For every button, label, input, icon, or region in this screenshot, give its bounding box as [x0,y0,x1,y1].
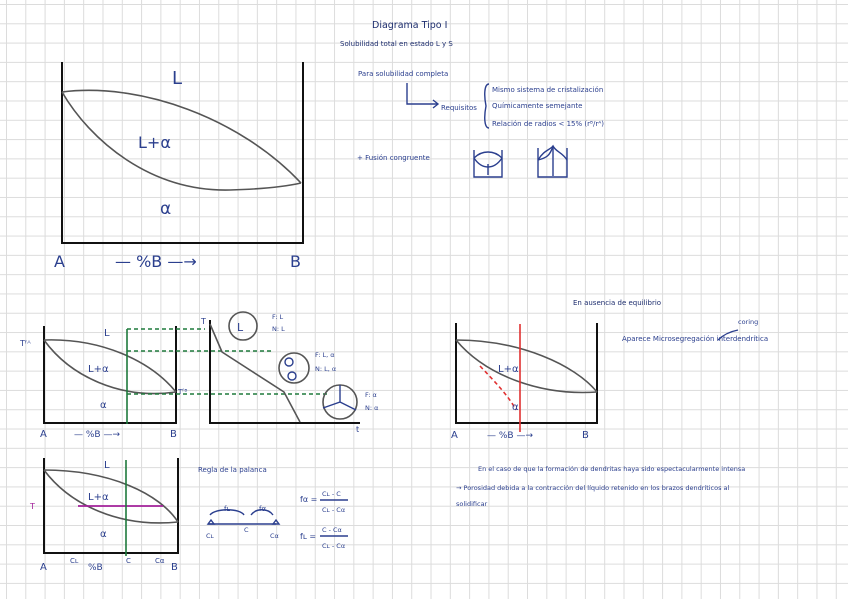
microsegregation-note: Aparece Microsegregación interdendrítica [622,335,769,343]
requirements-brace [485,84,489,128]
complete-solubility-note: Para solubilidad completa [358,70,449,78]
f-l-numerator: C - Cα [322,526,342,534]
microstructure-mixed [279,351,336,383]
lever-temperature-label: T [30,502,35,511]
non-equilibrium-solid-label: α [512,402,519,413]
lever-region-solid: α [100,529,107,540]
cooling-liquidus [44,340,176,392]
solid-nucleus-1 [285,358,293,366]
porosity-note: → Porosidad debida a la contracción del líquido retenido en los brazos dendríticos al [456,484,730,492]
region-mixed-label: L+α [138,133,171,152]
melting-temp-b: Tᶠᴮ [178,388,188,396]
lever-cl-label: Cʟ [70,557,79,565]
region-liquid-label: L [172,68,183,89]
page-title: Diagrama Tipo I [372,20,448,31]
cooling-end-a: A [40,429,47,440]
lever-point-cl: Cʟ [206,532,214,540]
requirement-radius-ratio: Relación de radios < 15% (rᴮ/rᴬ) [492,120,605,128]
f-alpha-numerator: Cʟ - C [322,490,341,498]
solubility-notes [357,70,604,177]
lever-c-label: C [126,557,131,565]
lever-axis-label: %B [88,563,103,573]
lever-end-a: A [40,562,47,573]
end-label-b: B [290,252,301,271]
cooling-end-b: B [170,429,177,440]
requirements-label: Requisitos [441,104,477,112]
lever-segment-fl: fʟ [224,505,231,513]
congruent-sketch-1 [474,150,502,177]
lever-region-mixed: L+α [88,492,109,503]
cooling-region-mixed: L+α [88,364,109,375]
composition-mixed: N: L, α [315,365,337,373]
cooling-curve-line [210,324,300,422]
f-l-denominator: Cʟ - Cα [322,542,346,550]
non-equilibrium-mixed-label: L+α [498,364,519,375]
cooling-solidus [44,340,176,394]
end-label-a: A [54,252,65,271]
dendrite-note: En el caso de que la formación de dendritas haya sido espectacularmente intensa [478,465,746,473]
composition-solid: N: α [365,404,379,412]
microstructure-solid [323,385,378,419]
congruent-sketch-2 [538,146,567,177]
f-l-lhs: fʟ = [300,532,317,541]
non-equilibrium-end-a: A [451,430,458,441]
cooling-region-solid: α [100,400,107,411]
lever-liquidus [44,470,178,522]
lever-segment-falpha: fα [259,505,267,513]
non-equilibrium-axis: — %B —→ [487,431,533,441]
lever-rule-title: Regla de la palanca [198,466,267,474]
cooling-curve-time-axis: t [356,425,360,434]
non-equilibrium-title: En ausencia de equilibrio [573,299,662,307]
coring-label: coring [738,318,759,326]
non-equilibrium-end-b: B [582,430,589,441]
requirement-chemical-similarity: Químicamente semejante [492,102,583,110]
lever-solidus [44,470,178,523]
lever-point-calpha: Cα [270,532,279,540]
lever-rule-formulas [198,466,348,550]
non-equilibrium-solidus [456,340,597,392]
non-equilibrium-section [451,299,768,508]
congruent-fusion-note: + Fusión congruente [357,154,430,162]
solid-nucleus-2 [288,372,296,380]
region-solid-label: α [160,199,172,219]
f-alpha-lhs: fα = [300,495,318,504]
composition-axis-label: — %B —→ [115,252,197,271]
lever-end-b: B [171,562,178,573]
phases-solid: F: α [365,391,377,399]
phases-mixed: F: L, α [315,351,335,359]
cooling-curve-temp-axis: T [201,317,206,326]
lever-region-liquid: L [104,460,110,471]
main-phase-diagram [54,62,303,271]
f-alpha-denominator: Cʟ - Cα [322,506,346,514]
lever-rule-diagram [29,458,178,573]
page-subtitle: Solubilidad total en estado L y S [340,40,453,48]
melting-temp-a: Tᶠᴬ [20,339,31,348]
porosity-note-continued: solidificar [456,500,488,508]
microstructure-liquid [229,312,285,340]
lever-calpha-label: Cα [155,557,165,565]
composition-liquid: N: L [272,325,285,333]
cooling-curve [200,317,360,434]
microstructure-liquid-label: L [237,321,244,334]
phases-liquid: F: L [272,313,284,321]
requirement-crystal-system: Mismo sistema de cristalización [492,86,604,94]
cooling-axis-label: — %B —→ [74,430,120,440]
cooling-region-liquid: L [104,328,110,339]
microstructure-circle-mixed [279,353,309,383]
lever-point-c: C [244,526,249,534]
